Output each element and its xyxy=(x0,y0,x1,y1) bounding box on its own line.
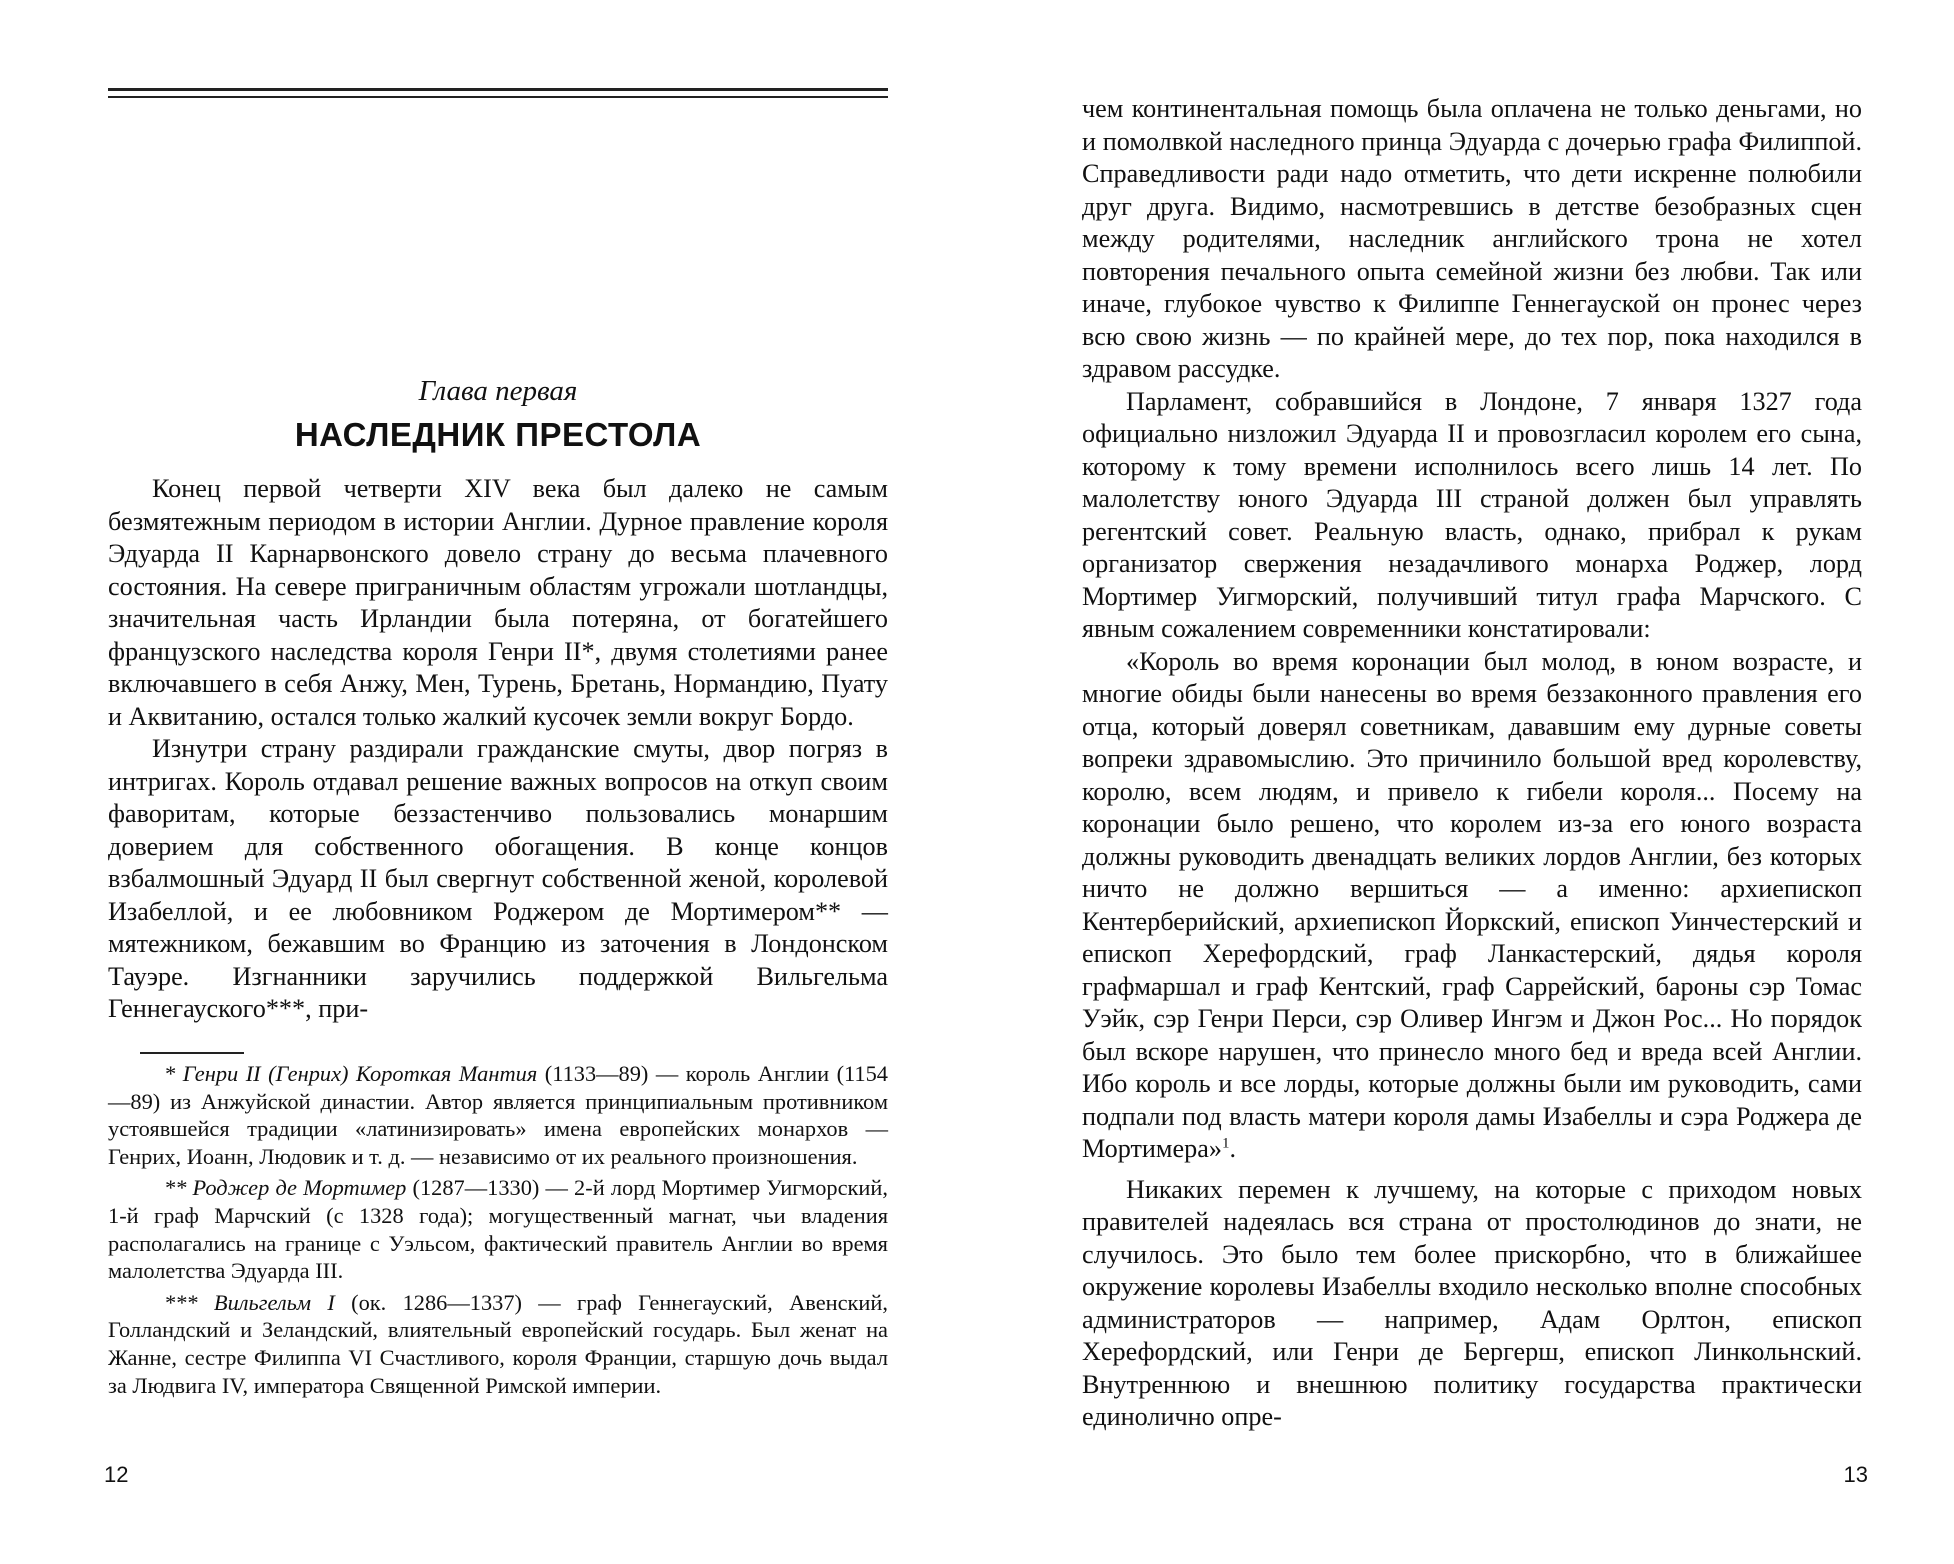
chapter-label: Глава первая xyxy=(418,375,578,407)
right-page xyxy=(977,0,1954,1564)
right-body-text xyxy=(1082,93,1862,1434)
footnote-text: (ок. 1286—1337) — граф Геннегауский, Авенский, Голландский и Зеландский, влиятельный европейский государь. Был женат на Жанне, сестре Филиппа VI Счастливого, короля Франции, старшую дочь выдал за Людвига IV, императора Священной Римской империи. xyxy=(108,1289,888,1398)
quote-end: . xyxy=(1229,1134,1236,1163)
footnote-rule xyxy=(140,1052,244,1054)
paragraph: Изнутри страну раздирали гражданские смуты, двор погряз в интригах. Король отдавал решение важных вопросов на откуп своим фаворитам, которые беззастенчиво пользовались монаршим доверием для собственного обогащения. В конце концов взбалмошный Эдуард II был свергнут собственной женой, королевой Изабеллой, и ее любовником Роджером де Мортимером** — мятежником, бежавшим во Францию из заточения в Лондонском Тауэре. Изгнанники заручились поддержкой Вильгельма Геннегауского***, при- xyxy=(108,734,888,1023)
footnote-text: (1133—89) — король Англии (1154—89) из Анжуйской династии. Автор является принципиальным противником устоявшейся традиции «латинизировать» имена европейских монархов — Генрих, Иоанн, Людовик и т. д. — независимо от их реального произношения. xyxy=(108,1061,888,1169)
paragraph: Парламент, собравшийся в Лондоне, 7 января 1327 года официально низложил Эдуарда II и провозгласил королем его сына, которому к тому времени исполнилось всего лишь 14 лет. По малолетству юного Эдуарда III страной должен был управлять регентский совет. Реальную власть, однако, прибрал к рукам организатор свержения незадачливого монарха Роджер, лорд Мортимер Уигморский, получивший титул графа Марчского. С явным сожалением современники констатировали: xyxy=(1082,386,1862,643)
footnote-name: *** Вильгельм I xyxy=(164,1289,335,1315)
endnote-marker: 1 xyxy=(1221,1135,1230,1152)
page-number-left: 12 xyxy=(104,1462,129,1487)
footnote-text: (1287—1330) — 2-й лорд Мортимер Уигморский, 1-й граф Марчский (с 1328 года); могущественный магнат, чьи владения располагались на границе с Уэльсом, фактический правитель Англии во время малолетства Эдуарда III. xyxy=(108,1175,888,1284)
footnote-name: ** Роджер де Мортимер xyxy=(164,1175,407,1201)
quotation xyxy=(1082,646,1862,1166)
paragraph: Конец первой четверти XIV века был далеко не самым безмятежным периодом в истории Англии. Дурное правление короля Эдуарда II Карнарвонского довело страну до весьма плачевного состояния. На севере приграничным областям угрожали шотландцы, значительная часть Ирландии была потеряна, от богатейшего французского наследства короля Генри II*, двумя столетиями ранее включавшего в себя Анжу, Мен, Турень, Бретань, Нормандию, Пуату и Аквитанию, остался только жалкий кусочек земли вокруг Бордо. xyxy=(108,474,888,731)
page-number-right: 13 xyxy=(1843,1462,1868,1487)
paragraph: чем континентальная помощь была оплачена не только деньгами, но и помолвкой наследного принца Эдуарда с дочерью графа Филиппой. Справедливости ради надо отметить, что дети искренне полюбили друг друга. Видимо, насмотревшись в детстве безобразных сцен между родителями, наследник английского трона не хотел повторения печального опыта семейной жизни без любви. Так или иначе, глубокое чувство к Филиппе Геннегауской он пронес через всю свою жизнь — по крайней мере, до тех пор, пока находился в здравом рассудке. xyxy=(1082,94,1862,383)
footnote xyxy=(108,1060,888,1170)
quote-paragraph xyxy=(1082,646,1862,1166)
footnote xyxy=(108,1174,888,1284)
footnote-name: * Генри II (Генрих) Короткая Мантия xyxy=(164,1061,538,1086)
header-rule xyxy=(108,88,888,91)
header-rule-thin xyxy=(108,96,888,98)
left-body-text xyxy=(108,473,888,1026)
footnotes xyxy=(108,1060,888,1403)
quote-text: «Король во время коронации был молод, в юном возрасте, и многие обиды были нанесены во время беззаконного правления его отца, который доверял советникам, дававшим ему дурные советы вопреки здравомыслию. Это причинило большой вред королевству, королю, всем людям, и привело к гибели короля... Посему на коронации было решено, что королем из-за его юного возраста должны руководить двенадцать великих лордов Англии, без которых ничто не должно вершиться — а именно: архиепископ Кентерберийский, архиепископ Йоркский, епископ Уинчестерский и епископ Херефордский, граф Ланкастерский, дядья короля графмаршал и граф Кентский, граф Саррейский, бароны сэр Томас Уэйк, сэр Генри Перси, сэр Оливер Ингэм и Джон Рос... Но порядок был вскоре нарушен, что принесло много бед и вреда всей Англии. Ибо король и все лорды, которые должны были им руководить, сами подпали под власть матери короля дамы Изабеллы и сэра Роджера де Мортимера» xyxy=(1082,646,1862,1163)
footnote xyxy=(108,1289,888,1399)
chapter-title: НАСЛЕДНИК ПРЕСТОЛА xyxy=(294,416,702,453)
paragraph: Никаких перемен к лучшему, на которые с приходом новых правителей надеялась вся страна от простолюдинов до знати, не случилось. Это было тем более прискорбно, что в ближайшее окружение королевы Изабеллы входило несколько вполне способных администраторов — например, Адам Орлтон, епископ Херефордский, или Генри де Бергерш, епископ Линкольнский. Внутреннюю и внешнюю политику государства практически единолично опре- xyxy=(1082,1174,1862,1431)
